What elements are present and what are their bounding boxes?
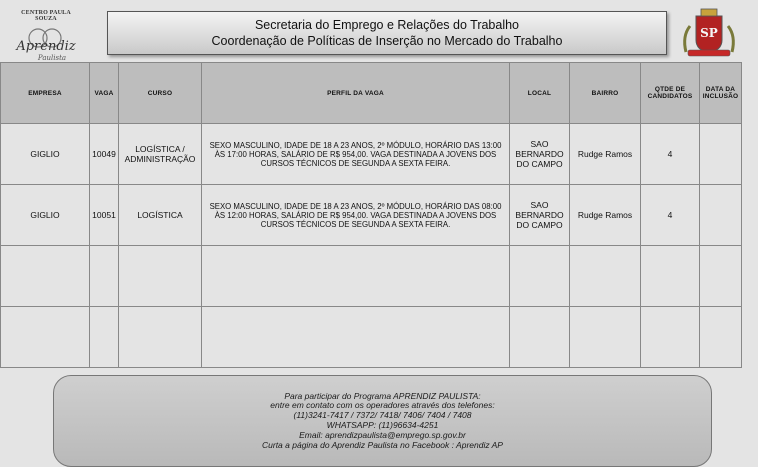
- cell-curso: [119, 185, 202, 246]
- table-row: [1, 185, 742, 246]
- aprendiz-paulista-logo: [12, 10, 80, 60]
- cell-local-line1: SAO: [530, 200, 549, 210]
- header-curso: CURSO: [119, 63, 202, 124]
- header-data-line2: INCLUSÃO: [702, 93, 739, 100]
- cell-local-line1: SAO: [530, 139, 549, 149]
- table-row: [1, 124, 742, 185]
- cell-local: [510, 124, 570, 185]
- footer-facebook: Curta a página do Aprendiz Paulista no Facebook : Aprendiz AP: [262, 439, 503, 450]
- cell-local-line2: BERNARDO: [515, 149, 564, 159]
- page-title-line1: Secretaria do Emprego e Relações do Trabalho: [254, 18, 520, 32]
- cell-bairro: Rudge Ramos: [570, 124, 641, 185]
- cell-curso-line1: LOGÍSTICA /: [135, 144, 185, 154]
- header-data-line1: DATA DA: [705, 86, 736, 93]
- footer-phones: (11)3241-7417 / 7372/ 7418/ 7406/ 7404 / 7408: [293, 410, 472, 421]
- cell-curso-line1: LOGÍSTICA: [137, 210, 183, 220]
- logo-script-text: Aprendiz: [16, 39, 76, 54]
- job-openings-table: [0, 62, 742, 368]
- cell-curso-line2: ADMINISTRAÇÃO: [124, 154, 196, 164]
- header-qtde-line2: CANDIDATOS: [647, 93, 693, 100]
- page-title-line2: Coordenação de Políticas de Inserção no Mercado do Trabalho: [211, 34, 563, 48]
- cell-vaga: 10051: [90, 185, 119, 246]
- header-bairro: BAIRRO: [570, 63, 641, 124]
- header-perfil: PERFIL DA VAGA: [202, 63, 510, 124]
- table-row-empty: [1, 246, 742, 307]
- cell-empresa: GIGLIO: [1, 185, 90, 246]
- footer-whatsapp: WHATSAPP: (11)96634-4251: [326, 420, 439, 430]
- cell-perfil: SEXO MASCULINO, IDADE DE 18 A 23 ANOS, 2º MÓDULO, HORÁRIO DAS 13:00 ÀS 17:00 HORAS, SALÁRIO DE R$ 954,00. VAGA DESTINADA A JOVENS DOS CURSOS TÉCNICOS DE SEGUNDA A SEXTA FEIRA.: [202, 124, 510, 185]
- logo-sub-text: Paulista: [37, 54, 67, 62]
- cell-local-line3: DO CAMPO: [516, 159, 563, 169]
- header-local: LOCAL: [510, 63, 570, 124]
- cell-empresa: GIGLIO: [1, 124, 90, 185]
- contact-info-box: [53, 375, 712, 467]
- header-empresa: EMPRESA: [1, 63, 90, 124]
- header-qtde-candidatos: [641, 63, 700, 124]
- cell-local-line2: BERNARDO: [515, 210, 564, 220]
- header-qtde-line1: QTDE DE: [654, 86, 686, 93]
- cell-data: [700, 185, 742, 246]
- cell-qtde: 4: [641, 124, 700, 185]
- seal-text: SP: [700, 26, 718, 40]
- table-header-row: [1, 63, 742, 124]
- header-data-inclusao: [700, 63, 742, 124]
- logo-top-text: CENTRO PAULA SOUZA: [21, 10, 71, 22]
- header-vaga: VAGA: [90, 63, 119, 124]
- page-title-box: [107, 11, 667, 55]
- cell-local-line3: DO CAMPO: [516, 220, 563, 230]
- footer-line1: Para participar do Programa APRENDIZ PAULISTA:: [284, 390, 481, 401]
- cell-qtde: 4: [641, 185, 700, 246]
- aprendiz-logo-graphic: [14, 24, 78, 64]
- footer-line2: entre em contato com os operadores através dos telefones:: [270, 400, 495, 411]
- cell-data: [700, 124, 742, 185]
- cell-vaga: 10049: [90, 124, 119, 185]
- cell-perfil: SEXO MASCULINO, IDADE DE 18 A 23 ANOS, 2º MÓDULO, HORÁRIO DAS 08:00 ÀS 12:00 HORAS, SALÁRIO DE R$ 954,00. VAGA DESTINADA A JOVENS DOS CURSOS TÉCNICOS DE SEGUNDA A SEXTA FEIRA.: [202, 185, 510, 246]
- sp-state-seal-icon: [680, 6, 738, 60]
- table-row-empty: [1, 307, 742, 368]
- footer-email: Email: aprendizpaulista@emprego.sp.gov.br: [299, 429, 466, 440]
- cell-bairro: Rudge Ramos: [570, 185, 641, 246]
- cell-local: [510, 185, 570, 246]
- cell-curso: [119, 124, 202, 185]
